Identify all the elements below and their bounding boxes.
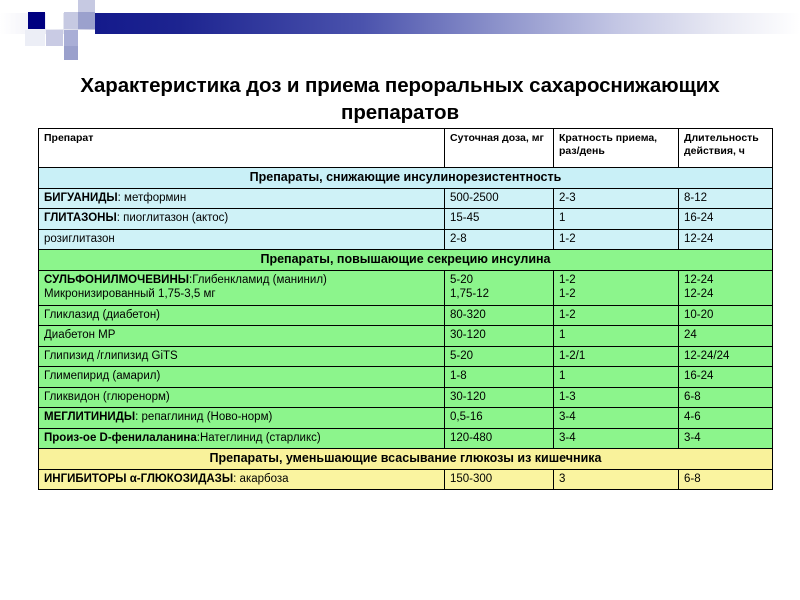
deco-square: [46, 0, 63, 12]
section-header-row: [39, 449, 773, 470]
cell-daily-dose-value: 0,5-16: [450, 411, 483, 423]
cell-daily-dose: [445, 367, 554, 388]
cell-duration: [679, 326, 773, 347]
slide-title: Характеристика доз и приема пероральных сахароснижающих препаратов: [80, 74, 720, 124]
deco-square: [46, 30, 63, 46]
cell-frequency-value: 1: [559, 212, 566, 224]
cell-frequency-value-second-line: 1-2: [559, 288, 576, 300]
cell-duration: [679, 229, 773, 250]
drug-dosage-table: [38, 128, 773, 490]
drug-name-text: : метформин: [117, 191, 187, 204]
drug-name-text: : пиоглитазон (актос): [116, 212, 229, 224]
cell-frequency: [554, 326, 679, 347]
drug-name-text: : акарбоза: [233, 472, 289, 485]
cell-frequency-value: 1-2: [559, 273, 576, 286]
cell-duration-value: 10-20: [684, 308, 714, 321]
cell-duration-value: 16-24: [684, 370, 714, 382]
section-title: Препараты, снижающие инсулинорезистентность: [39, 168, 773, 189]
cell-frequency-value: 1-3: [559, 390, 576, 403]
drug-name-text: розиглитазон: [44, 232, 115, 245]
slide-decoration: [0, 0, 800, 60]
table-row: [39, 387, 773, 408]
column-header-daily-dose: Суточная доза, мг: [445, 129, 554, 168]
cell-duration-value: 24: [684, 329, 697, 341]
drug-name-text: :Глибенкламид (манинил): [189, 273, 327, 286]
cell-drug-name: [39, 346, 445, 367]
cell-frequency: [554, 209, 679, 230]
cell-daily-dose-value: 1-8: [450, 370, 467, 382]
cell-duration: [679, 188, 773, 209]
cell-frequency: [554, 270, 679, 305]
drug-name-second-line: Микронизированный 1,75-3,5 мг: [44, 288, 216, 300]
cell-drug-name: [39, 305, 445, 326]
section-title: Препараты, уменьшающие всасывание глюкозы из кишечника: [39, 449, 773, 470]
deco-square: [64, 30, 78, 46]
drug-name-text: Глимепирид (амарил): [44, 370, 161, 382]
cell-daily-dose-value: 80-320: [450, 308, 486, 321]
cell-duration: [679, 305, 773, 326]
deco-square: [78, 0, 95, 12]
cell-drug-name: [39, 270, 445, 305]
cell-frequency: [554, 188, 679, 209]
cell-frequency-value: 3: [559, 472, 566, 485]
cell-frequency: [554, 229, 679, 250]
cell-frequency: [554, 408, 679, 429]
deco-square: [25, 30, 45, 46]
drug-name-text: Гликлазид (диабетон): [44, 308, 160, 321]
cell-drug-name: [39, 387, 445, 408]
drug-class-label: ИНГИБИТОРЫ α-ГЛЮКОЗИДАЗЫ: [44, 472, 234, 485]
gradient-bar: [95, 13, 800, 34]
drug-table-wrapper: [38, 128, 772, 490]
cell-daily-dose-value: 30-120: [450, 329, 486, 341]
drug-class-label: МЕГЛИТИНИДЫ: [44, 411, 136, 423]
cell-daily-dose: [445, 387, 554, 408]
cell-frequency-value: 1-2/1: [559, 349, 586, 362]
deco-square: [46, 12, 63, 29]
cell-duration-value: 16-24: [684, 212, 714, 224]
cell-duration: [679, 270, 773, 305]
section-header-row: [39, 250, 773, 271]
cell-frequency-value: 1-2: [559, 308, 576, 321]
table-row: [39, 367, 773, 388]
cell-daily-dose: [445, 270, 554, 305]
drug-class-label: Произ-ое D-фенилаланина: [44, 431, 197, 444]
cell-drug-name: [39, 326, 445, 347]
deco-square: [95, 0, 112, 13]
table-row: [39, 305, 773, 326]
cell-duration-value: 3-4: [684, 431, 701, 444]
cell-daily-dose-value: 150-300: [450, 472, 493, 485]
cell-frequency: [554, 428, 679, 449]
cell-frequency: [554, 346, 679, 367]
table-row: [39, 326, 773, 347]
table-row: [39, 469, 773, 490]
drug-name-text: Глипизид /глипизид GiTS: [44, 349, 178, 362]
column-header-duration: Длительность действия, ч: [679, 129, 773, 168]
cell-daily-dose: [445, 346, 554, 367]
table-body: [39, 129, 773, 490]
cell-daily-dose: [445, 408, 554, 429]
drug-name-text: :Натеглинид (старликс): [196, 431, 321, 444]
cell-frequency-value: 3-4: [559, 431, 576, 444]
cell-daily-dose: [445, 229, 554, 250]
cell-daily-dose-value: 5-20: [450, 273, 474, 286]
drug-name-text: Гликвидон (глюренорм): [44, 390, 170, 403]
cell-duration: [679, 408, 773, 429]
cell-daily-dose: [445, 209, 554, 230]
cell-daily-dose-value-second-line: 1,75-12: [450, 288, 490, 300]
deco-square: [64, 12, 78, 29]
cell-duration-value: 6-8: [684, 472, 701, 485]
drug-name-text: Диабетон МР: [44, 329, 116, 341]
drug-class-label: СУЛЬФОНИЛМОЧЕВИНЫ: [44, 273, 190, 286]
table-row: [39, 188, 773, 209]
cell-duration: [679, 367, 773, 388]
table-row: [39, 229, 773, 250]
table-row: [39, 270, 773, 305]
section-header-row: [39, 168, 773, 189]
cell-drug-name: [39, 229, 445, 250]
cell-duration-value: 4-6: [684, 411, 701, 423]
cell-duration: [679, 428, 773, 449]
cell-duration: [679, 469, 773, 490]
cell-daily-dose: [445, 428, 554, 449]
cell-frequency-value: 1: [559, 370, 566, 382]
table-row: [39, 346, 773, 367]
cell-daily-dose-value: 15-45: [450, 212, 480, 224]
table-row: [39, 428, 773, 449]
cell-drug-name: [39, 408, 445, 429]
cell-drug-name: [39, 428, 445, 449]
drug-class-label: БИГУАНИДЫ: [44, 191, 118, 204]
deco-square-dark: [28, 12, 45, 29]
cell-daily-dose: [445, 305, 554, 326]
cell-daily-dose: [445, 188, 554, 209]
cell-duration-value: 12-24: [684, 273, 714, 286]
cell-frequency: [554, 367, 679, 388]
cell-frequency-value: 2-3: [559, 191, 576, 204]
cell-drug-name: [39, 469, 445, 490]
cell-daily-dose: [445, 326, 554, 347]
table-row: [39, 408, 773, 429]
section-title: Препараты, повышающие секрецию инсулина: [39, 250, 773, 271]
cell-daily-dose: [445, 469, 554, 490]
cell-duration-value-second-line: 12-24: [684, 288, 714, 300]
cell-duration: [679, 387, 773, 408]
drug-class-label: ГЛИТАЗОНЫ: [44, 212, 117, 224]
table-header-row: [39, 129, 773, 168]
cell-duration: [679, 346, 773, 367]
cell-duration-value: 6-8: [684, 390, 701, 403]
cell-duration-value: 8-12: [684, 191, 708, 204]
cell-frequency: [554, 387, 679, 408]
cell-daily-dose-value: 120-480: [450, 431, 493, 444]
cell-drug-name: [39, 188, 445, 209]
drug-name-text: : репаглинид (Ново-норм): [135, 411, 273, 423]
deco-square: [78, 30, 95, 46]
table-row: [39, 209, 773, 230]
cell-daily-dose-value: 500-2500: [450, 191, 499, 204]
deco-square: [78, 12, 95, 29]
cell-daily-dose-value: 5-20: [450, 349, 474, 362]
cell-frequency-value: 3-4: [559, 411, 576, 423]
cell-duration-value: 12-24: [684, 232, 714, 245]
cell-daily-dose-value: 2-8: [450, 232, 467, 245]
column-header-frequency: Кратность приема, раз/день: [554, 129, 679, 168]
cell-daily-dose-value: 30-120: [450, 390, 486, 403]
cell-drug-name: [39, 209, 445, 230]
cell-duration-value: 12-24/24: [684, 349, 730, 362]
cell-drug-name: [39, 367, 445, 388]
cell-frequency: [554, 469, 679, 490]
deco-square: [64, 0, 78, 12]
column-header-drug: Препарат: [39, 129, 445, 168]
deco-square: [64, 46, 78, 60]
cell-frequency: [554, 305, 679, 326]
cell-duration: [679, 209, 773, 230]
cell-frequency-value: 1-2: [559, 232, 576, 245]
cell-frequency-value: 1: [559, 329, 566, 341]
